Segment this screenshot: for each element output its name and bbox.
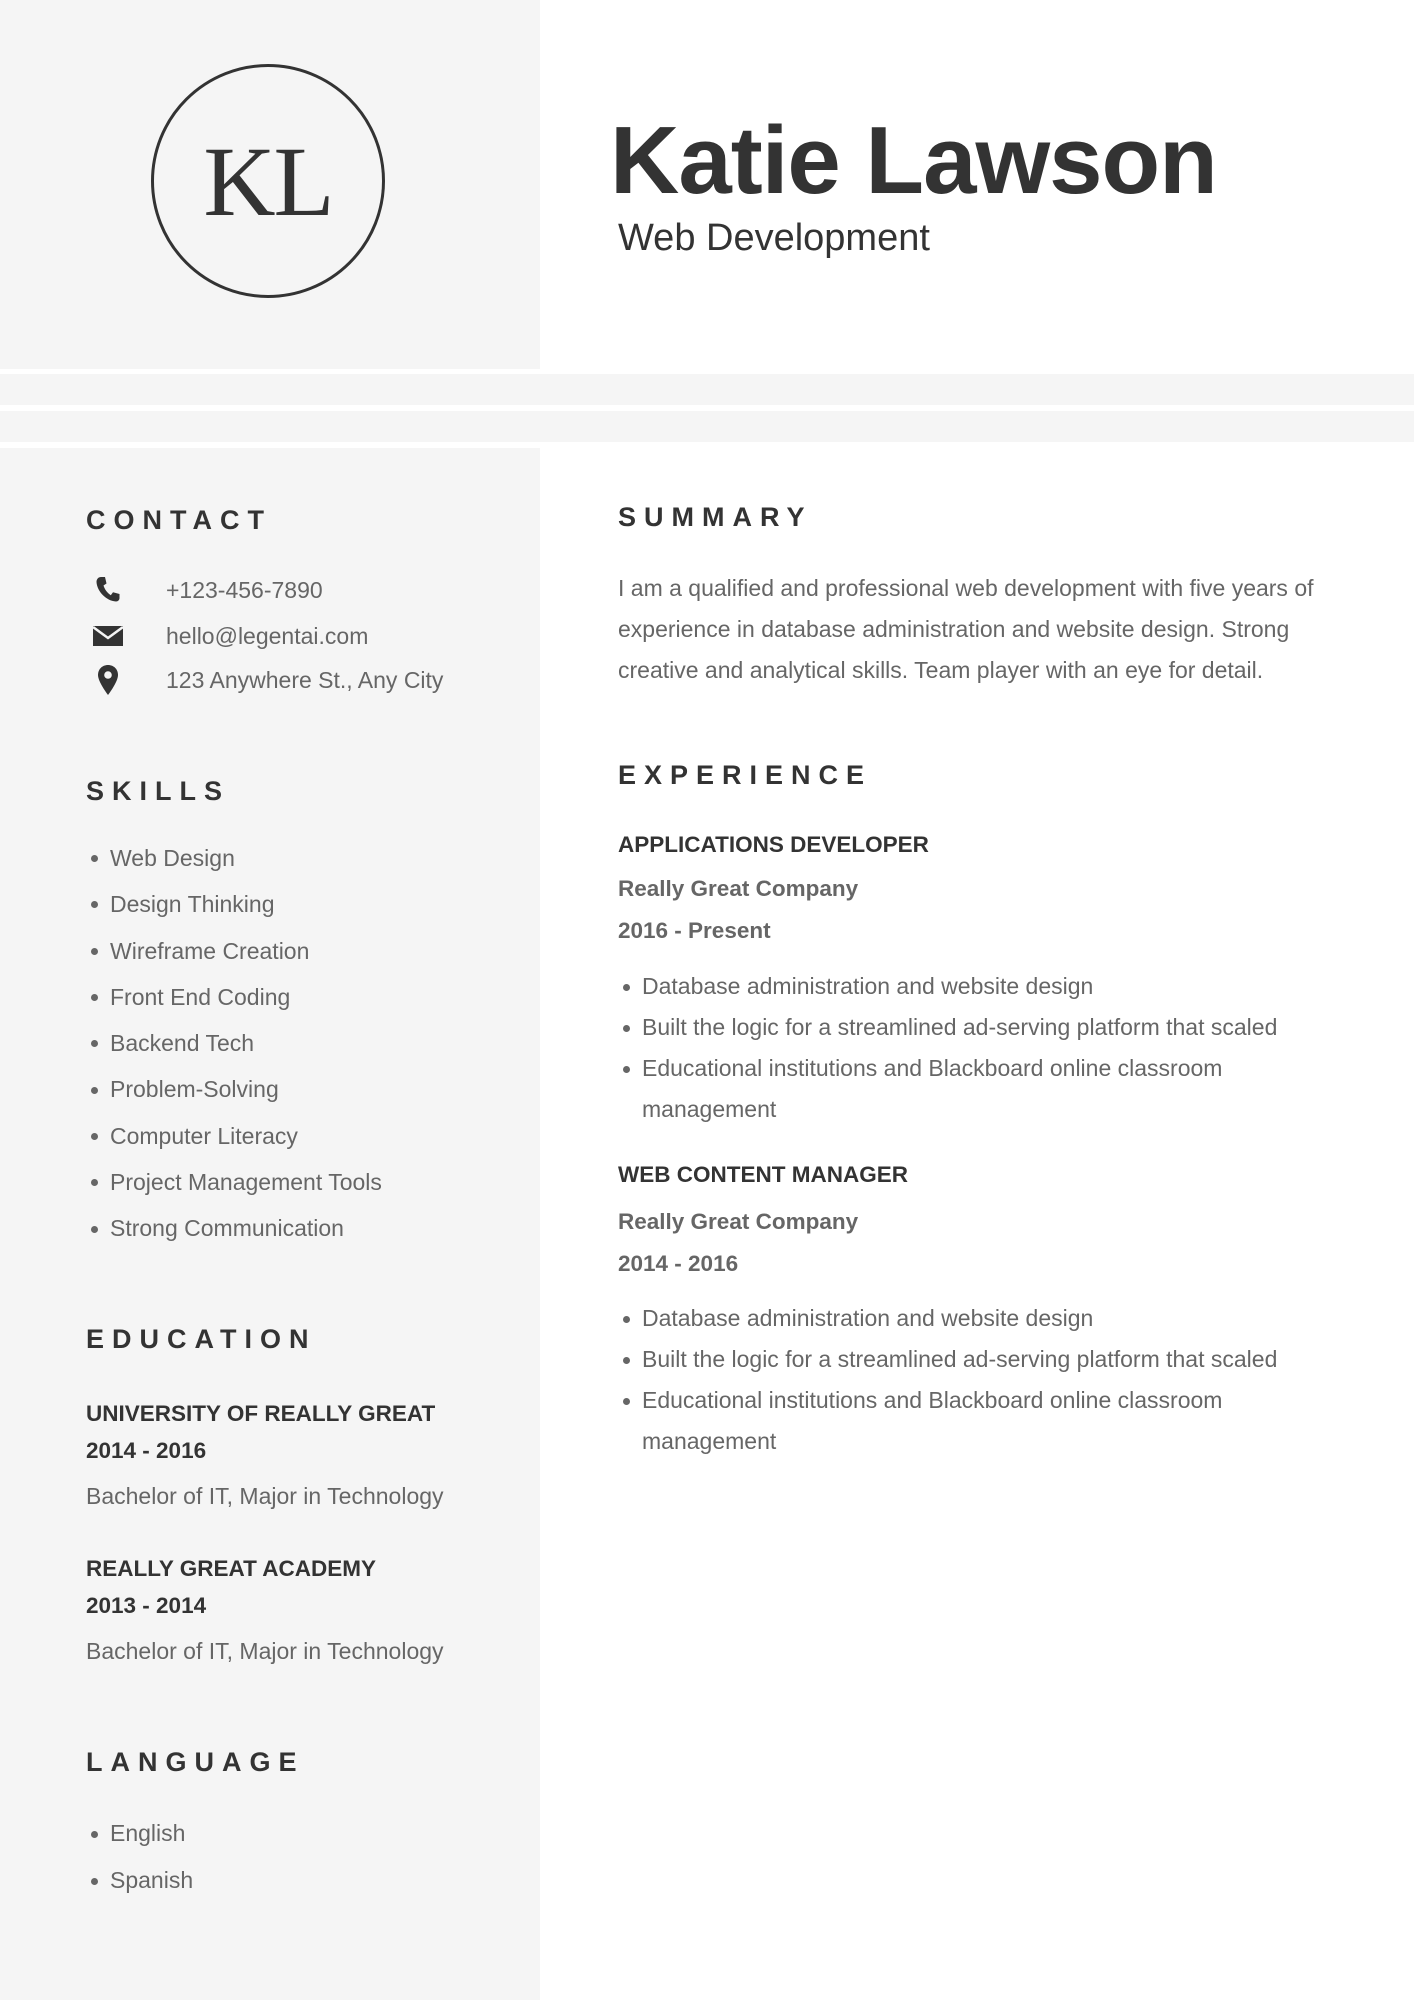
job-title: WEB CONTENT MANAGER bbox=[618, 1162, 908, 1187]
education-heading: EDUCATION bbox=[86, 1324, 317, 1354]
experience-heading: EXPERIENCE bbox=[618, 760, 873, 790]
experience-entry bbox=[618, 825, 1378, 1130]
contact-phone: +123-456-7890 bbox=[166, 577, 323, 603]
skill-item: Wireframe Creation bbox=[86, 928, 526, 974]
monogram-logo bbox=[151, 64, 385, 298]
language-item: English bbox=[86, 1810, 526, 1857]
education-school: UNIVERSITY OF REALLY GREAT bbox=[86, 1401, 436, 1426]
job-bullet: Database administration and website design bbox=[618, 1298, 1358, 1339]
skill-item: Backend Tech bbox=[86, 1020, 526, 1066]
education-entry bbox=[86, 1395, 526, 1516]
divider-band bbox=[0, 374, 1414, 405]
language-heading: LANGUAGE bbox=[86, 1747, 305, 1777]
language-item: Spanish bbox=[86, 1857, 526, 1904]
job-bullet: Built the logic for a streamlined ad-serving platform that scaled bbox=[618, 1007, 1358, 1048]
education-degree: Bachelor of IT, Major in Technology bbox=[86, 1483, 444, 1509]
job-company: Really Great Company bbox=[618, 876, 859, 901]
skill-item: Strong Communication bbox=[86, 1205, 526, 1251]
job-company: Really Great Company bbox=[618, 1209, 859, 1234]
skill-item: Web Design bbox=[86, 835, 526, 881]
mail-icon bbox=[92, 620, 124, 652]
education-dates: 2013 - 2014 bbox=[86, 1593, 207, 1618]
job-bullet-list bbox=[618, 1298, 1358, 1462]
skill-item: Design Thinking bbox=[86, 881, 526, 927]
education-school: REALLY GREAT ACADEMY bbox=[86, 1556, 377, 1581]
contact-address: 123 Anywhere St., Any City bbox=[166, 667, 444, 693]
education-entry bbox=[86, 1550, 526, 1671]
education-dates: 2014 - 2016 bbox=[86, 1438, 207, 1463]
monogram-initials: KL bbox=[203, 125, 333, 237]
contact-email: hello@legentai.com bbox=[166, 623, 369, 649]
job-dates: 2014 - 2016 bbox=[618, 1251, 739, 1276]
skills-list bbox=[86, 835, 526, 1252]
experience-entry bbox=[618, 1155, 1378, 1462]
location-pin-icon bbox=[92, 664, 124, 696]
job-bullet-list bbox=[618, 966, 1358, 1130]
phone-icon bbox=[92, 574, 124, 606]
education-degree: Bachelor of IT, Major in Technology bbox=[86, 1638, 444, 1664]
summary-heading: SUMMARY bbox=[618, 502, 813, 532]
contact-email-row bbox=[86, 616, 526, 656]
job-dates: 2016 - Present bbox=[618, 918, 771, 943]
contact-heading: CONTACT bbox=[86, 505, 272, 535]
job-bullet: Educational institutions and Blackboard online classroom management bbox=[618, 1048, 1358, 1130]
contact-address-row bbox=[86, 660, 526, 700]
skill-item: Computer Literacy bbox=[86, 1113, 526, 1159]
divider-band bbox=[0, 411, 1414, 442]
skill-item: Front End Coding bbox=[86, 974, 526, 1020]
skill-item: Problem-Solving bbox=[86, 1066, 526, 1112]
candidate-title: Web Development bbox=[618, 217, 930, 259]
contact-phone-row bbox=[86, 570, 526, 610]
summary-text: I am a qualified and professional web development with five years of experience in database administration and website design. Strong creative and analytical skills. Team player with an eye for detail. bbox=[618, 575, 1314, 683]
skills-heading: SKILLS bbox=[86, 776, 231, 806]
job-bullet: Built the logic for a streamlined ad-serving platform that scaled bbox=[618, 1339, 1358, 1380]
candidate-name: Katie Lawson bbox=[610, 107, 1217, 214]
skill-item: Project Management Tools bbox=[86, 1159, 526, 1205]
job-bullet: Database administration and website design bbox=[618, 966, 1358, 1007]
job-title: APPLICATIONS DEVELOPER bbox=[618, 832, 929, 857]
job-bullet: Educational institutions and Blackboard online classroom management bbox=[618, 1380, 1358, 1462]
language-list bbox=[86, 1810, 526, 1904]
